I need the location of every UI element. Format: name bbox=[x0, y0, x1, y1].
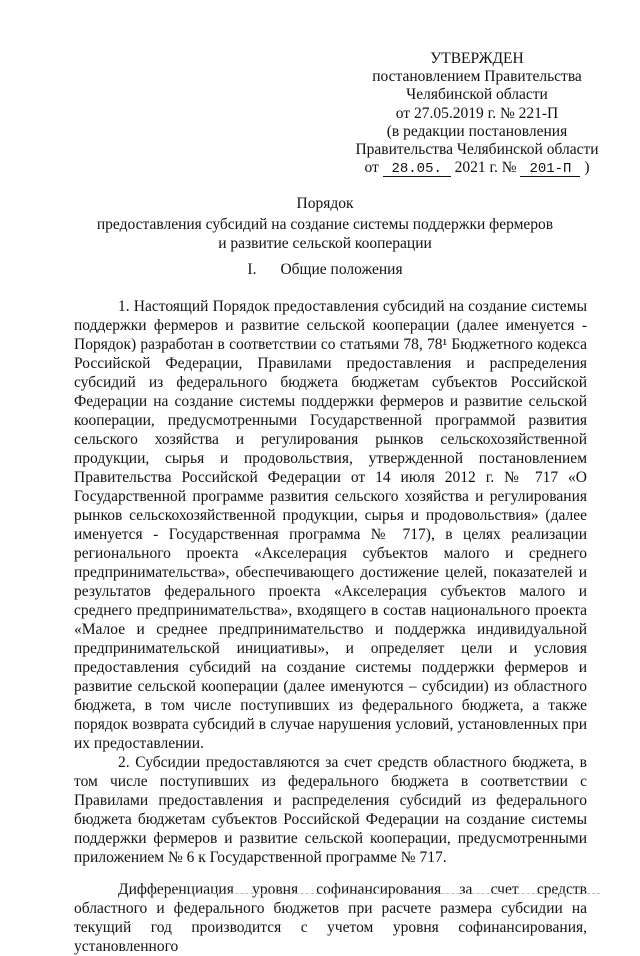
paragraph: Дифференциация уровня софинансирования за счет средств областного и федерального бюджетов при расчете размера субсидии на текущий год производится с учетом уровня софинансирования, установленного bbox=[74, 881, 587, 955]
approval-middle: 2021 г. № bbox=[454, 159, 517, 177]
approval-suffix: ) bbox=[584, 159, 590, 177]
document-title bbox=[70, 194, 580, 253]
approval-line: Челябинской области bbox=[406, 86, 548, 104]
approval-date-field: 28.05. bbox=[383, 162, 451, 177]
approval-line: (в редакции постановления bbox=[386, 122, 568, 140]
approval-line: Правительства Челябинской области bbox=[355, 141, 599, 159]
approval-stamp bbox=[352, 50, 602, 177]
approval-number-field: 201-П bbox=[520, 162, 580, 177]
approval-prefix: от bbox=[364, 159, 379, 177]
section-heading bbox=[70, 260, 580, 279]
document-body bbox=[74, 297, 587, 956]
approval-line: постановлением Правительства bbox=[372, 68, 582, 86]
section-number: I. bbox=[247, 261, 257, 278]
title-line: Порядок bbox=[296, 195, 354, 212]
title-line: предоставления субсидий на создание системы поддержки фермеров bbox=[96, 216, 554, 233]
section-title: Общие положения bbox=[280, 261, 403, 278]
scan-edge-line bbox=[150, 893, 600, 894]
title-line: и развитие сельской кооперации bbox=[218, 235, 432, 252]
approval-revision-line bbox=[352, 159, 602, 177]
approval-line: УТВЕРЖДЕН bbox=[430, 50, 524, 67]
paragraph: 1. Настоящий Порядок предоставления субсидий на создание системы поддержки фермеров и развитие сельской кооперации (далее именуется - Порядок) разработан в соответствии со статьями 78, 78¹ Бюджетного кодекса Российской Федерации, Правилами предоставления и распределения субсидий из федерального бюджета бюджетам субъектов Российской Федерации на создание системы поддержки фермеров и развитие сельской кооперации, предусмотренными Государственной программой развития сельского хозяйства и регулирования рынков сельскохозяйственной продукции, сырья и продовольствия, утвержденной постановлением Правительства Российской Федерации от 14 июля 2012 г. № 717 «О Государственной программе развития сельского хозяйства и регулирования рынков сельскохозяйственной продукции, сырья и продовольствия» (далее именуется - Государственная программа № 717), в целях реализации регионального проекта «Акселерация субъектов малого и среднего предпринимательства», обеспечивающего достижение целей, показателей и результатов федерального проекта «Акселерация субъектов малого и среднего предпринимательства», входящего в состав национального проекта «Малое и среднее предпринимательство и поддержка индивидуальной предпринимательской инициативы», и определяет цели и условия предоставления субсидий на создание системы поддержки фермеров и развитие сельской кооперации (далее именуются – субсидии) из областного бюджета, в том числе поступивших из федерального бюджета, а также порядок возврата субсидий в случае нарушения условий, установленных при их предоставлении. bbox=[74, 298, 587, 752]
paragraph: 2. Субсидии предоставляются за счет средств областного бюджета, в том числе поступивших из федерального бюджета в соответствии с Правилами предоставления и распределения субсидий из федерального бюджета бюджетам субъектов Российской Федерации на создание системы поддержки фермеров и развитие сельской кооперации, предусмотренными приложением № 6 к Государственной программе № 717. bbox=[74, 754, 587, 866]
approval-line: от 27.05.2019 г. № 221-П bbox=[395, 104, 559, 122]
